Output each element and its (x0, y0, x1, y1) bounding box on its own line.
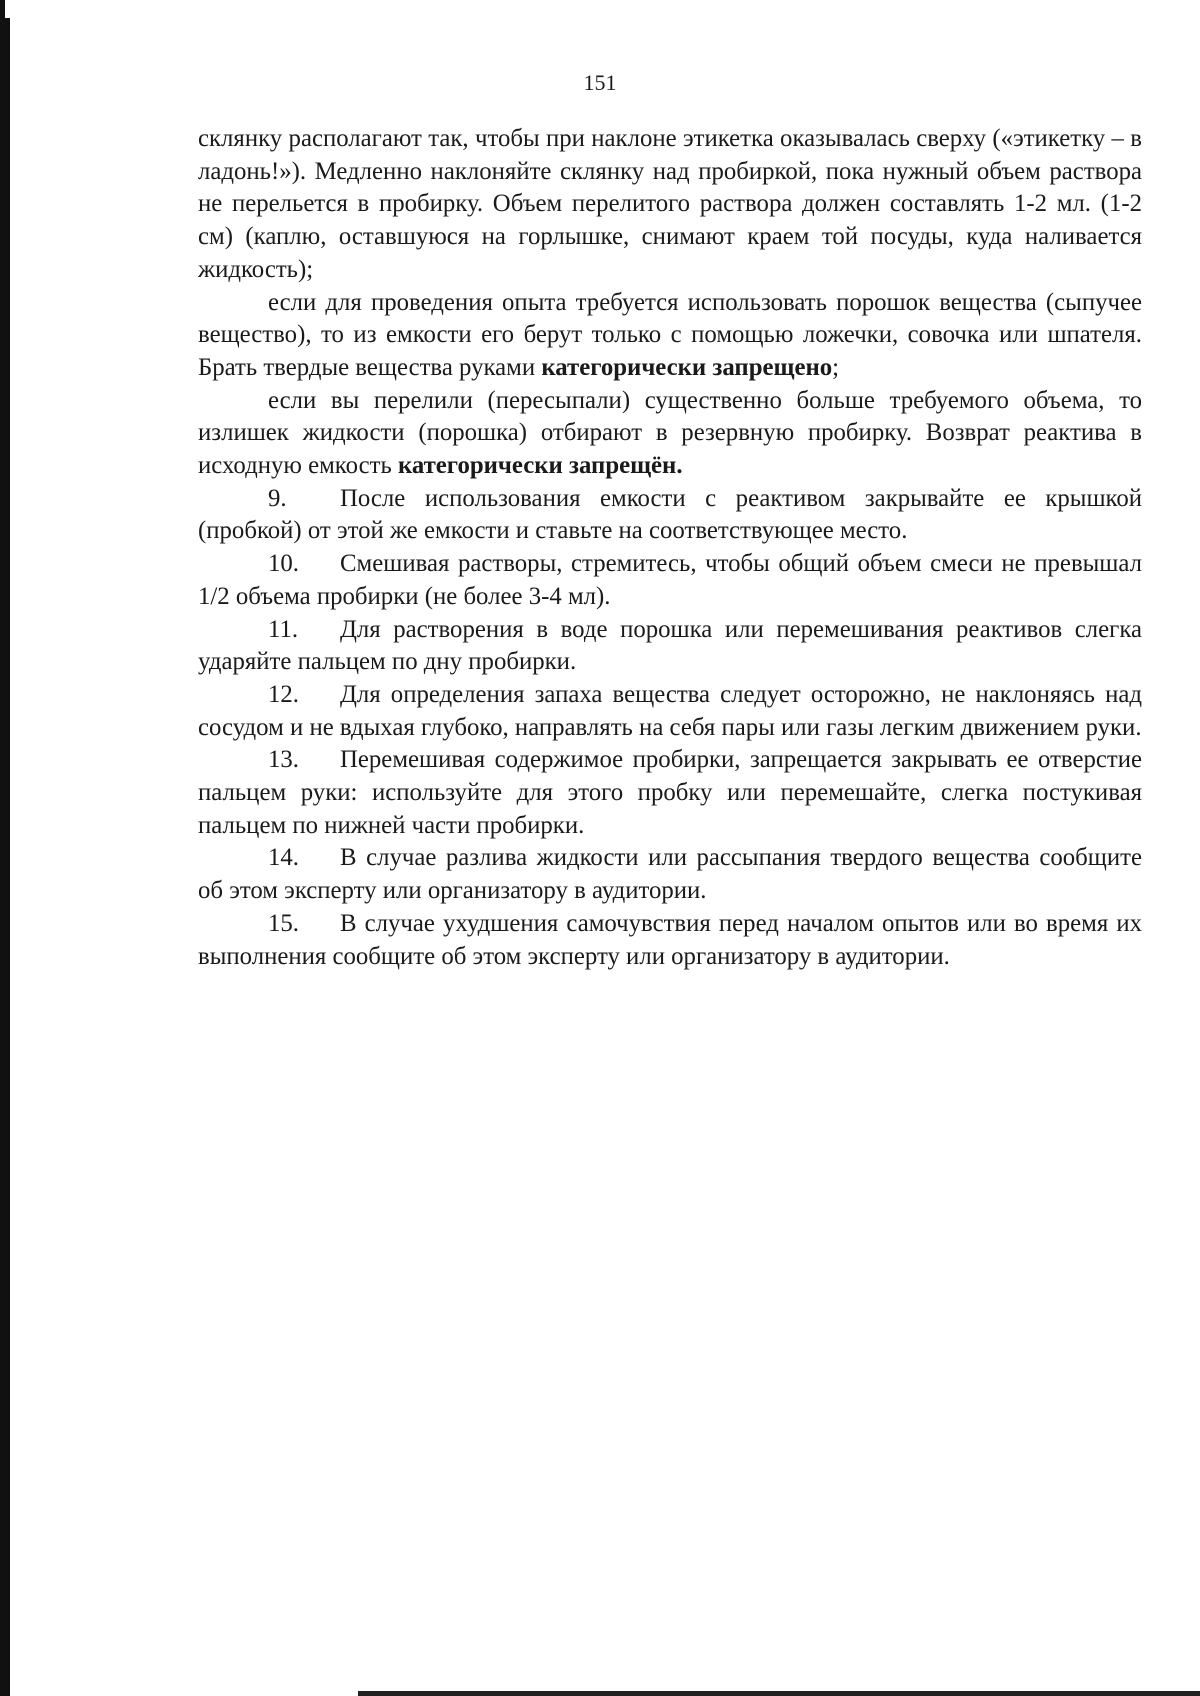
numbered-paragraph (198, 908, 1142, 973)
emphasis-text: категорически запрещено (541, 353, 833, 381)
paragraph (198, 287, 1142, 385)
item-number: 12. (268, 680, 299, 708)
paragraph (198, 385, 1142, 483)
paragraph-text: В случае разлива жидкости или рассыпания твердого вещества сообщите об этом эксперту или организатору в аудитории. (198, 844, 1142, 905)
paragraph (198, 123, 1142, 287)
item-number: 15. (268, 909, 299, 937)
scan-edge-bottom (358, 1691, 1200, 1696)
numbered-paragraph (198, 614, 1142, 679)
numbered-paragraph (198, 679, 1142, 744)
numbered-paragraph (198, 548, 1142, 613)
item-number: 14. (268, 844, 299, 872)
paragraph-text: если для проведения опыта требуется использовать порошок вещества (сыпучее вещество), то из емкости его берут только с помощью ложечки, совочка или шпателя. Брать твердые вещества руками (198, 288, 1142, 381)
paragraph-text: Для определения запаха вещества следует осторожно, не наклоняясь над сосудом и не вдыхая глубоко, направлять на себя пары или газы легким движением руки. (198, 680, 1142, 741)
numbered-paragraph (198, 842, 1142, 907)
item-number: 10. (268, 550, 299, 578)
item-number: 13. (268, 746, 299, 774)
paragraph-text: Смешивая растворы, стремитесь, чтобы общий объем смеси не превышал 1/2 объема пробирки (не более 3-4 мл). (198, 550, 1142, 610)
paragraph-text: После использования емкости с реактивом закрывайте ее крышкой (пробкой) от этой же емкости и ставьте на соответствующее место. (198, 484, 1142, 545)
paragraph-text: Перемешивая содержимое пробирки, запрещается закрывать ее отверстие пальцем руки: используйте для этого пробку или перемешайте, слегка постукивая пальцем по нижней части пробирки. (198, 746, 1142, 839)
paragraph-text: если вы перелили (пересыпали) существенно больше требуемого объема, то излишек жидкости (порошка) отбирают в резервную пробирку. Возврат реактива в исходную емкость (198, 386, 1142, 480)
paragraph-text: склянку располагают так, чтобы при наклоне этикетка оказывалась сверху («этикетку – в ладонь!»). Медленно наклоняйте склянку над пробиркой, пока нужный объем раствора не перельется в пробирку. Объем перелитого раствора должен составлять 1-2 мл. (1-2 см) (каплю, оставшуюся на горлышке, снимают краем той посуды, куда наливается жидкость); (198, 125, 1142, 283)
emphasis-text: категорически запрещён. (397, 452, 683, 480)
paragraph-text: Для растворения в воде порошка или перемешивания реактивов слегка ударяйте пальцем по дну пробирки. (198, 615, 1142, 676)
document-body (198, 123, 1142, 973)
paragraph-text: ; (832, 353, 840, 381)
item-number: 9. (268, 484, 287, 512)
numbered-paragraph (198, 483, 1142, 548)
scan-edge-left (0, 18, 10, 1696)
item-number: 11. (268, 615, 299, 643)
paragraph-text: В случае ухудшения самочувствия перед началом опытов или во время их выполнения сообщите об этом эксперту или организатору в аудитории. (198, 909, 1142, 970)
numbered-paragraph (198, 744, 1142, 842)
page-number: 151 (583, 70, 617, 95)
